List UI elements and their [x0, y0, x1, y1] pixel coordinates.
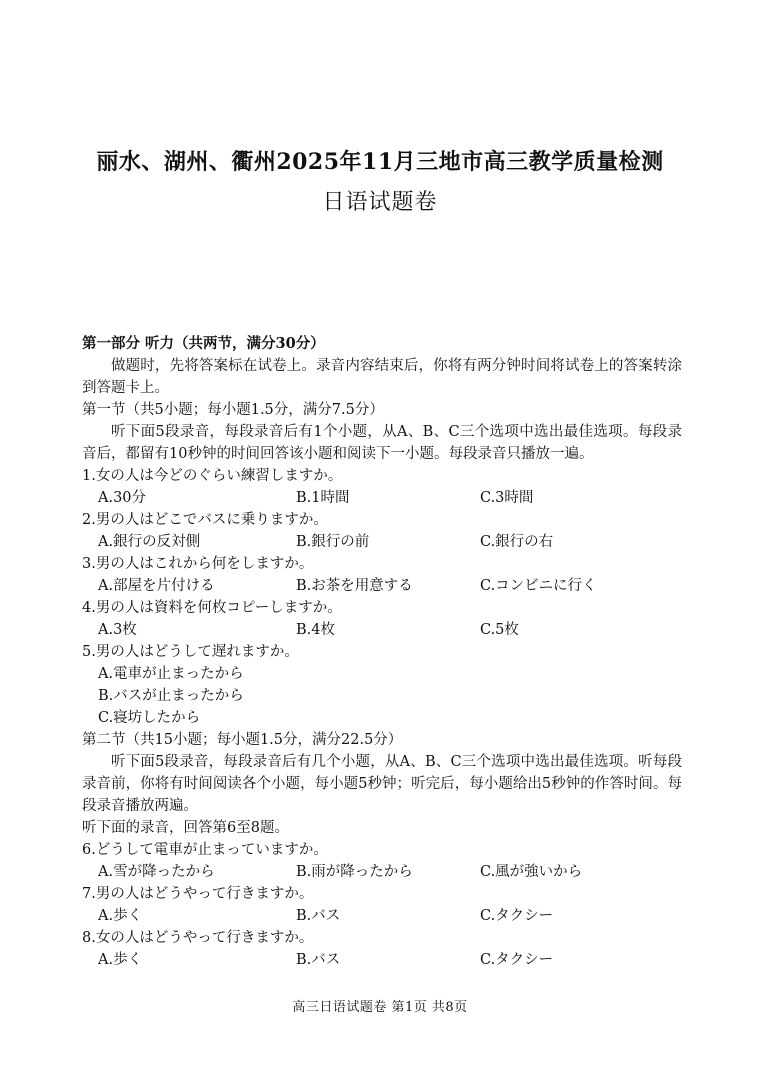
section2-heading: 第二节（共15小题；每小题1.5分，满分22.5分） — [82, 732, 403, 748]
question-4: 4.男の人は資料を何枚コピーしますか。 — [82, 600, 342, 616]
section1-instructions: 听下面5段录音，每段录音后有1个小题，从A、B、C三个选项中选出最佳选项。每段录音后，都留有10秒钟的时间回答该小题和阅读下一小题。每段录音只播放一遍。 — [82, 424, 682, 462]
question-6-options — [82, 861, 682, 883]
section1-heading: 第一节（共5小题；每小题1.5分，满分7.5分） — [82, 402, 384, 418]
option-c: C.寝坊したから — [98, 710, 201, 726]
option-a: A.雪が降ったから — [98, 864, 215, 880]
option-c: C.タクシー — [480, 952, 554, 968]
exam-subtitle: 日语试题卷 — [322, 190, 438, 215]
page-footer: 高三日语试题卷 第1页 共8页 — [292, 1000, 468, 1015]
option-a: A.3枚 — [98, 622, 137, 638]
option-a: A.歩く — [98, 908, 143, 924]
question-4-options — [82, 619, 682, 641]
option-b: B.お茶を用意する — [296, 578, 413, 594]
question-3: 3.男の人はこれから何をしますか。 — [82, 556, 314, 572]
option-b: B.銀行の前 — [296, 534, 370, 550]
question-1-options — [82, 487, 682, 509]
question-6: 6.どうして電車が止まっていますか。 — [82, 842, 328, 858]
option-b: B.1時間 — [296, 490, 350, 506]
option-c: C.3時間 — [480, 490, 534, 506]
option-b: B.4枚 — [296, 622, 335, 638]
option-c: C.風が強いから — [480, 864, 583, 880]
question-7: 7.男の人はどうやって行きますか。 — [82, 886, 314, 902]
option-a: A.電車が止まったから — [98, 666, 244, 682]
exam-title: 丽水、湖州、衢州2025年11月三地市高三教学质量检测 — [96, 149, 664, 175]
option-b: B.雨が降ったから — [296, 864, 413, 880]
question-2-options — [82, 531, 682, 553]
option-b: B.バス — [296, 952, 341, 968]
option-b: B.バス — [296, 908, 341, 924]
option-a: A.30分 — [98, 490, 147, 506]
option-a: A.歩く — [98, 952, 143, 968]
question-5: 5.男の人はどうして遅れますか。 — [82, 644, 299, 660]
part1-intro: 做题时，先将答案标在试卷上。录音内容结束后，你将有两分钟时间将试卷上的答案转涂到答题卡上。 — [82, 358, 682, 396]
option-a: A.部屋を片付ける — [98, 578, 215, 594]
exam-content — [82, 333, 682, 971]
option-c: C.タクシー — [480, 908, 554, 924]
question-7-options — [82, 905, 682, 927]
option-a: A.銀行の反対側 — [98, 534, 201, 550]
option-c: C.5枚 — [480, 622, 519, 638]
group-prompt: 听下面的录音，回答第6至8题。 — [82, 820, 289, 836]
question-1: 1.女の人は今どのぐらい練習しますか。 — [82, 468, 343, 484]
option-c: C.コンビニに行く — [480, 578, 597, 594]
section2-instructions: 听下面5段录音，每段录音后有几个小题，从A、B、C三个选项中选出最佳选项。听每段录音前，你将有时间阅读各个小题，每小题5秒钟；听完后，每小题给出5秒钟的作答时间。每段录音播放两遍。 — [82, 754, 682, 814]
question-2: 2.男の人はどこでバスに乗りますか。 — [82, 512, 328, 528]
option-c: C.銀行の右 — [480, 534, 554, 550]
question-3-options — [82, 575, 682, 597]
question-8-options — [82, 949, 682, 971]
part1-heading: 第一部分 听力（共两节，满分30分） — [82, 335, 325, 352]
question-8: 8.女の人はどうやって行きますか。 — [82, 930, 314, 946]
option-b: B.バスが止まったから — [98, 688, 244, 704]
